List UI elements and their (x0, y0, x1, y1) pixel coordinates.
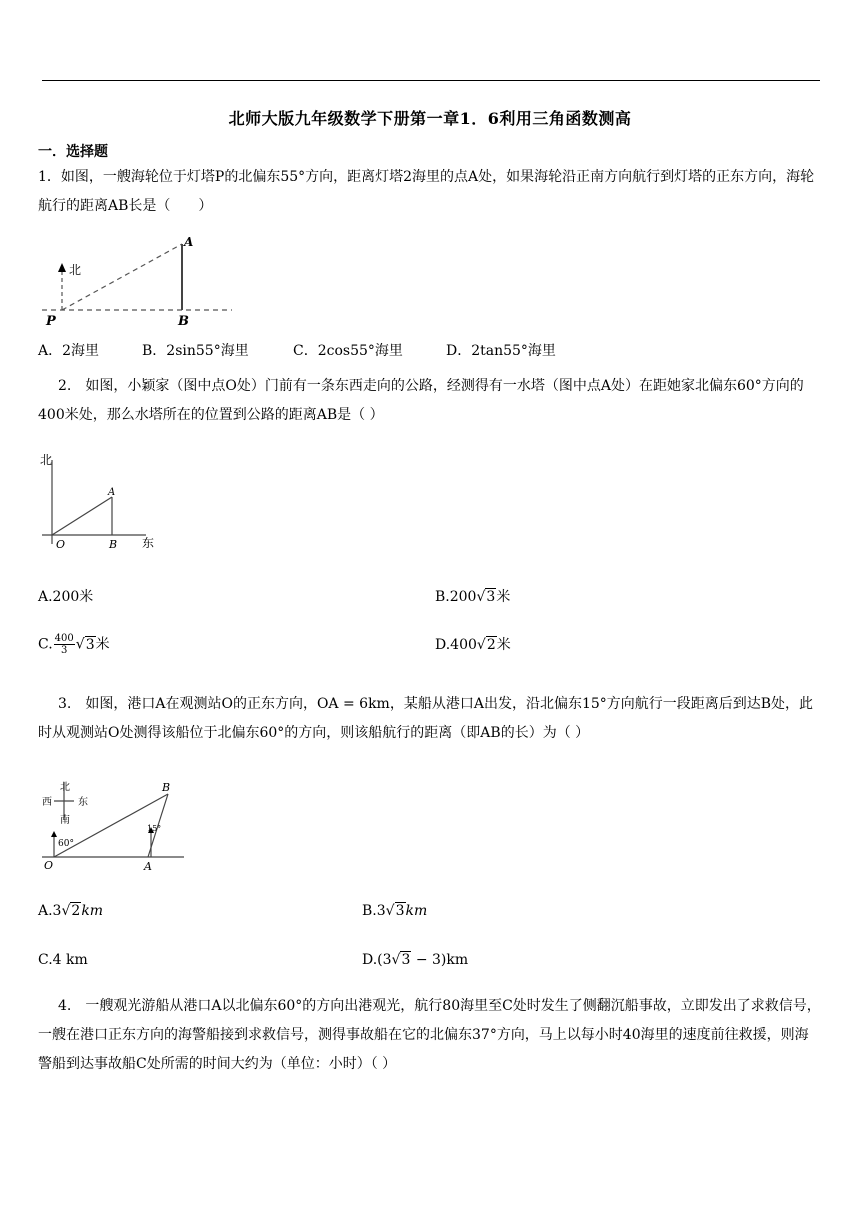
q1-north-label: 北 (69, 263, 82, 277)
q1-point-B: B (178, 314, 189, 329)
q2-option-c: C. $\frac{400}{3}$ √3米 (38, 633, 110, 656)
q3-option-a: A.3√2km (38, 903, 104, 919)
q2-option-a: A.200米 (38, 589, 94, 605)
q3-north-label: 北 (60, 782, 70, 793)
q3-option-c: C.4 km (38, 952, 88, 968)
q3-west-label: 西 (42, 797, 52, 808)
q2-point-A: A (108, 487, 116, 498)
q2-text: 2. 如图，小颖家（图中点O处）门前有一条东西走向的公路，经测得有一水塔（图中点A处）在距她家北偏东60°方向的400米处，那么水塔所在的位置到公路的距离AB是（ ） (38, 378, 804, 423)
q3-option-d: D.(3√3 − 3)km (362, 952, 469, 968)
q3-text: 3. 如图，港口A在观测站O的正东方向，OA = 6km，某船从港口A出发，沿北偏东15°方向航行一段距离后到达B处，此时从观测站O处测得该船位于北偏东60°的方向，则该船航行的距离（即AB的长）为（ ） (38, 696, 814, 741)
q3-angle-15: 15° (147, 824, 162, 833)
q1-option-d: D．2tan55°海里 (446, 343, 556, 359)
q1-point-P: P (46, 314, 56, 329)
q1-figure (38, 232, 238, 332)
q3-option-b: B.3√3km (362, 903, 428, 919)
q3-point-A: A (144, 860, 152, 873)
q1-option-c: C．2cos55°海里 (293, 343, 403, 359)
q2-point-B: B (109, 538, 118, 551)
q2-east-label: 东 (142, 536, 155, 550)
q2-figure (38, 452, 168, 552)
q3-east-label: 东 (78, 797, 88, 808)
q2-option-b: B.200√3米 (435, 589, 511, 605)
q3-angle-60: 60° (58, 839, 74, 849)
q2-option-c-fraction: $\frac{400}{3}$ (54, 633, 74, 656)
q1-point-A: A (184, 235, 194, 249)
q2-point-O: O (56, 538, 66, 551)
q1-option-b: B．2sin55°海里 (142, 343, 249, 359)
q2-option-d: D.400√2米 (435, 637, 511, 653)
q2-north-label: 北 (40, 453, 53, 467)
section-heading: 一．选择题 (38, 144, 108, 160)
q1-text: 1．如图，一艘海轮位于灯塔P的北偏东55°方向，距离灯塔2海里的点A处，如果海轮沿正南方向航行到灯塔的正东方向，海轮航行的距离AB长是（ ） (38, 169, 815, 214)
q4-text: 4. 一艘观光游船从港口A以北偏东60°的方向出港观光，航行80海里至C处时发生了侧翻沉船事故，立即发出了求救信号，一艘在港口正东方向的海警船接到求救信号，测得事故船在它的北偏东37°方向，马上以每小时40海里的速度前往救援，则海警船到达事故船C处所需的时间大约为（单位：小时）（ ） (38, 998, 821, 1072)
q3-point-O: O (44, 859, 54, 872)
q3-figure (38, 772, 193, 874)
q1-option-a: A．2海里 (38, 343, 100, 359)
header-rule (42, 80, 820, 81)
q3-point-B: B (162, 781, 171, 794)
q3-south-label: 南 (60, 815, 70, 826)
page-title: 北师大版九年级数学下册第一章1．6利用三角函数测高 (228, 109, 632, 128)
